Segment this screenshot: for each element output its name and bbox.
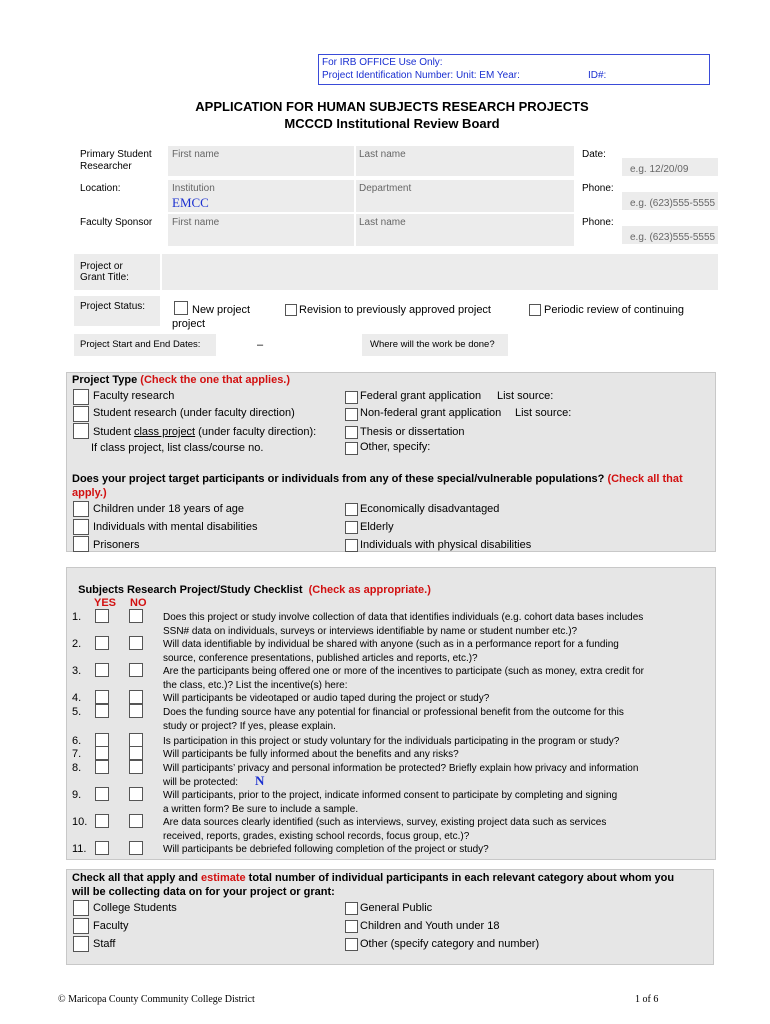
project-status-label: Project Status:: [80, 301, 146, 312]
irb-box-id: ID#:: [588, 70, 607, 81]
class-project-checkbox[interactable]: [73, 423, 89, 439]
sponsor-last-name-hint: Last name: [359, 217, 406, 228]
checklist-no-checkbox[interactable]: [129, 733, 143, 747]
checklist-item-number: 8.: [72, 762, 82, 774]
student-research-label: Student research (under faculty direction): [93, 407, 295, 419]
checklist-question-continued: will be protected:: [163, 777, 239, 788]
checklist-question-continued: the class, etc.)? List the incentive(s) here:: [163, 680, 348, 691]
nonfederal-grant-checkbox[interactable]: [345, 408, 358, 421]
status-new-project-label-2: project: [172, 318, 206, 330]
faculty-research-checkbox[interactable]: [73, 389, 89, 405]
other-category-checkbox[interactable]: [345, 938, 358, 951]
class-project-label: Student class project (under faculty direction):: [93, 426, 317, 438]
children-label: Children under 18 years of age: [93, 503, 245, 515]
checklist-yes-checkbox[interactable]: [95, 760, 109, 774]
checklist-question: Does the funding source have any potential for financial or professional benefit from the outcome for this: [163, 707, 624, 718]
researcher-last-name-hint: Last name: [359, 149, 406, 160]
checklist-item-number: 5.: [72, 706, 82, 718]
physical-disabilities-label: Individuals with physical disabilities: [360, 539, 532, 551]
project-title-label-1: Project or: [80, 261, 123, 272]
prisoners-checkbox[interactable]: [73, 536, 89, 552]
project-type-heading: Project Type (Check the one that applies.): [72, 374, 291, 386]
checklist-question: Will participants’ privacy and personal information be protected? Briefly explain how privacy and information: [163, 763, 639, 774]
checklist-question: Are data sources clearly identified (such as interviews, survey, existing project data such as services: [163, 817, 607, 828]
checklist-item-number: 1.: [72, 611, 82, 623]
department-hint: Department: [359, 183, 412, 194]
elderly-label: Elderly: [360, 521, 394, 533]
dates-label: Project Start and End Dates:: [80, 339, 201, 350]
nonfederal-grant-source: List source:: [515, 407, 572, 419]
sponsor-label: Faculty Sponsor: [80, 217, 153, 228]
other-category-label: Other (specify category and number): [360, 938, 540, 950]
status-new-project-checkbox[interactable]: [174, 301, 188, 315]
checklist-question: Will participants be fully informed about the benefits and any risks?: [163, 749, 459, 760]
checklist-no-checkbox[interactable]: [129, 609, 143, 623]
staff-checkbox[interactable]: [73, 936, 89, 952]
checklist-no-checkbox[interactable]: [129, 704, 143, 718]
sponsor-phone-label: Phone:: [582, 217, 614, 228]
checklist-item-number: 3.: [72, 665, 82, 677]
checklist-question: Will participants be videotaped or audio taped during the project or study?: [163, 693, 490, 704]
checklist-question-continued: a written form? Be sure to include a sample.: [163, 804, 359, 815]
status-periodic-checkbox[interactable]: [529, 304, 541, 316]
checklist-no-checkbox[interactable]: [129, 760, 143, 774]
checklist-yes-checkbox[interactable]: [95, 704, 109, 718]
faculty-label: Faculty: [93, 920, 129, 932]
elderly-checkbox[interactable]: [345, 521, 358, 534]
faculty-research-label: Faculty research: [93, 390, 175, 402]
college-students-label: College Students: [93, 902, 177, 914]
location-phone-hint: e.g. (623)555-5555: [630, 198, 716, 209]
economically-checkbox[interactable]: [345, 503, 358, 516]
footer-page-number: 1 of 6: [635, 994, 659, 1005]
checklist-yes-checkbox[interactable]: [95, 841, 109, 855]
checklist-yes-checkbox[interactable]: [95, 746, 109, 760]
checklist-no-checkbox[interactable]: [129, 841, 143, 855]
checklist-question-continued: SSN# data on individuals, surveys or interviews identifiable by name or student number etc.)?: [163, 626, 578, 637]
checklist-question: Will participants be debriefed following completion of the project or study?: [163, 844, 489, 855]
researcher-label: Primary Student Researcher: [80, 149, 152, 172]
nonfederal-grant-label: Non-federal grant application: [360, 407, 502, 419]
sponsor-phone-hint: e.g. (623)555-5555: [630, 232, 716, 243]
checklist-question: Is participation in this project or study voluntary for the individuals participating in the program or study?: [163, 736, 620, 747]
footer-copyright: © Maricopa County Community College District: [58, 994, 255, 1005]
checklist-item-number: 9.: [72, 789, 82, 801]
staff-label: Staff: [93, 938, 116, 950]
project-title-field[interactable]: [162, 254, 718, 290]
other-type-label: Other, specify:: [360, 441, 431, 453]
researcher-first-name-hint: First name: [172, 149, 220, 160]
checklist-note: (Check as appropriate.): [308, 584, 431, 596]
status-revision-label: Revision to previously approved project: [299, 304, 491, 316]
status-revision-checkbox[interactable]: [285, 304, 297, 316]
checklist-item-number: 4.: [72, 692, 82, 704]
federal-grant-checkbox[interactable]: [345, 391, 358, 404]
checklist-item-number: 2.: [72, 638, 82, 650]
project-title-label-2: Grant Title:: [80, 272, 129, 283]
federal-grant-source: List source:: [497, 390, 554, 402]
college-students-checkbox[interactable]: [73, 900, 89, 916]
checklist-question: Are the participants being offered one or more of the incentives to participate (such as money, extra credit for: [163, 666, 644, 677]
children-checkbox[interactable]: [73, 501, 89, 517]
checklist-yes-checkbox[interactable]: [95, 814, 109, 828]
checklist-no-checkbox[interactable]: [129, 636, 143, 650]
checklist-question-continued: source, conference presentations, published articles and reports, etc.)?: [163, 653, 478, 664]
mental-disabilities-label: Individuals with mental disabilities: [93, 521, 258, 533]
checklist-item-number: 6.: [72, 735, 82, 747]
checklist-no-checkbox[interactable]: [129, 814, 143, 828]
prisoners-label: Prisoners: [93, 539, 140, 551]
date-label: Date:: [582, 149, 606, 160]
class-course-label: If class project, list class/course no.: [91, 442, 264, 454]
where-label: Where will the work be done?: [370, 339, 495, 350]
status-new-project-label: New project: [192, 304, 251, 316]
checklist-no-checkbox[interactable]: [129, 787, 143, 801]
checklist-no-checkbox[interactable]: [129, 746, 143, 760]
checklist-question: Will data identifiable by individual be shared with anyone (such as in a performance report for a funding: [163, 639, 619, 650]
checklist-heading: Subjects Research Project/Study Checklist (Check as appropriate.): [78, 584, 431, 596]
checklist-yes-checkbox[interactable]: [95, 733, 109, 747]
mental-disabilities-checkbox[interactable]: [73, 519, 89, 535]
checklist-yes-checkbox[interactable]: [95, 609, 109, 623]
children-youth-checkbox[interactable]: [345, 920, 358, 933]
page-subtitle: MCCCD Institutional Review Board: [284, 116, 500, 131]
faculty-checkbox[interactable]: [73, 918, 89, 934]
vulnerable-question: Does your project target participants or individuals from any of these special/vulnerable populations? (Check all that apply.): [72, 473, 683, 499]
date-hint: e.g. 12/20/09: [630, 164, 689, 175]
participants-question: Check all that apply and estimate total number of individual participants in each relevant category about whom you will be collecting data on for your project or grant:: [72, 872, 675, 898]
student-research-checkbox[interactable]: [73, 406, 89, 422]
general-public-label: General Public: [360, 902, 433, 914]
checklist-yes-checkbox[interactable]: [95, 690, 109, 704]
dates-dash: –: [257, 339, 264, 351]
checklist-no-checkbox[interactable]: [129, 690, 143, 704]
children-youth-label: Children and Youth under 18: [360, 920, 500, 932]
checklist-question-continued: received, reports, grades, existing school records, focus group, etc.)?: [163, 831, 470, 842]
institution-value: EMCC: [172, 195, 209, 210]
other-type-checkbox[interactable]: [345, 442, 358, 455]
checklist-yes-checkbox[interactable]: [95, 663, 109, 677]
no-column-header: NO: [130, 597, 147, 609]
checklist-yes-checkbox[interactable]: [95, 787, 109, 801]
yes-column-header: YES: [94, 597, 117, 609]
privacy-answer: N: [255, 773, 265, 788]
checklist-question: Will participants, prior to the project, indicate informed consent to participate by completing and signing: [163, 790, 618, 801]
sponsor-first-name-hint: First name: [172, 217, 220, 228]
checklist-no-checkbox[interactable]: [129, 663, 143, 677]
checklist-yes-checkbox[interactable]: [95, 636, 109, 650]
thesis-checkbox[interactable]: [345, 426, 358, 439]
checklist-item-number: 7.: [72, 748, 82, 760]
federal-grant-label: Federal grant application: [360, 390, 482, 402]
physical-disabilities-checkbox[interactable]: [345, 539, 358, 552]
location-label: Location:: [80, 183, 121, 194]
checklist-question: Does this project or study involve collection of data that identifies individuals (e.g. cohort data bases includes: [163, 612, 644, 623]
irb-box-line2: Project Identification Number: Unit: EM Year:: [322, 70, 520, 81]
status-periodic-label: Periodic review of continuing: [544, 304, 685, 316]
irb-box-line1: For IRB OFFICE Use Only:: [322, 57, 443, 68]
checklist-question-continued: study or project? If yes, please explain.: [163, 721, 336, 732]
page-title: APPLICATION FOR HUMAN SUBJECTS RESEARCH PROJECTS: [195, 99, 589, 114]
vulnerable-note: (Check all that apply.): [72, 473, 683, 499]
checklist-item-number: 11.: [72, 843, 87, 855]
general-public-checkbox[interactable]: [345, 902, 358, 915]
checklist-item-number: 10.: [72, 816, 88, 828]
thesis-label: Thesis or dissertation: [360, 426, 465, 438]
institution-hint: Institution: [172, 183, 215, 194]
location-phone-label: Phone:: [582, 183, 614, 194]
project-type-note: (Check the one that applies.): [140, 374, 291, 386]
economically-label: Economically disadvantaged: [360, 503, 500, 515]
